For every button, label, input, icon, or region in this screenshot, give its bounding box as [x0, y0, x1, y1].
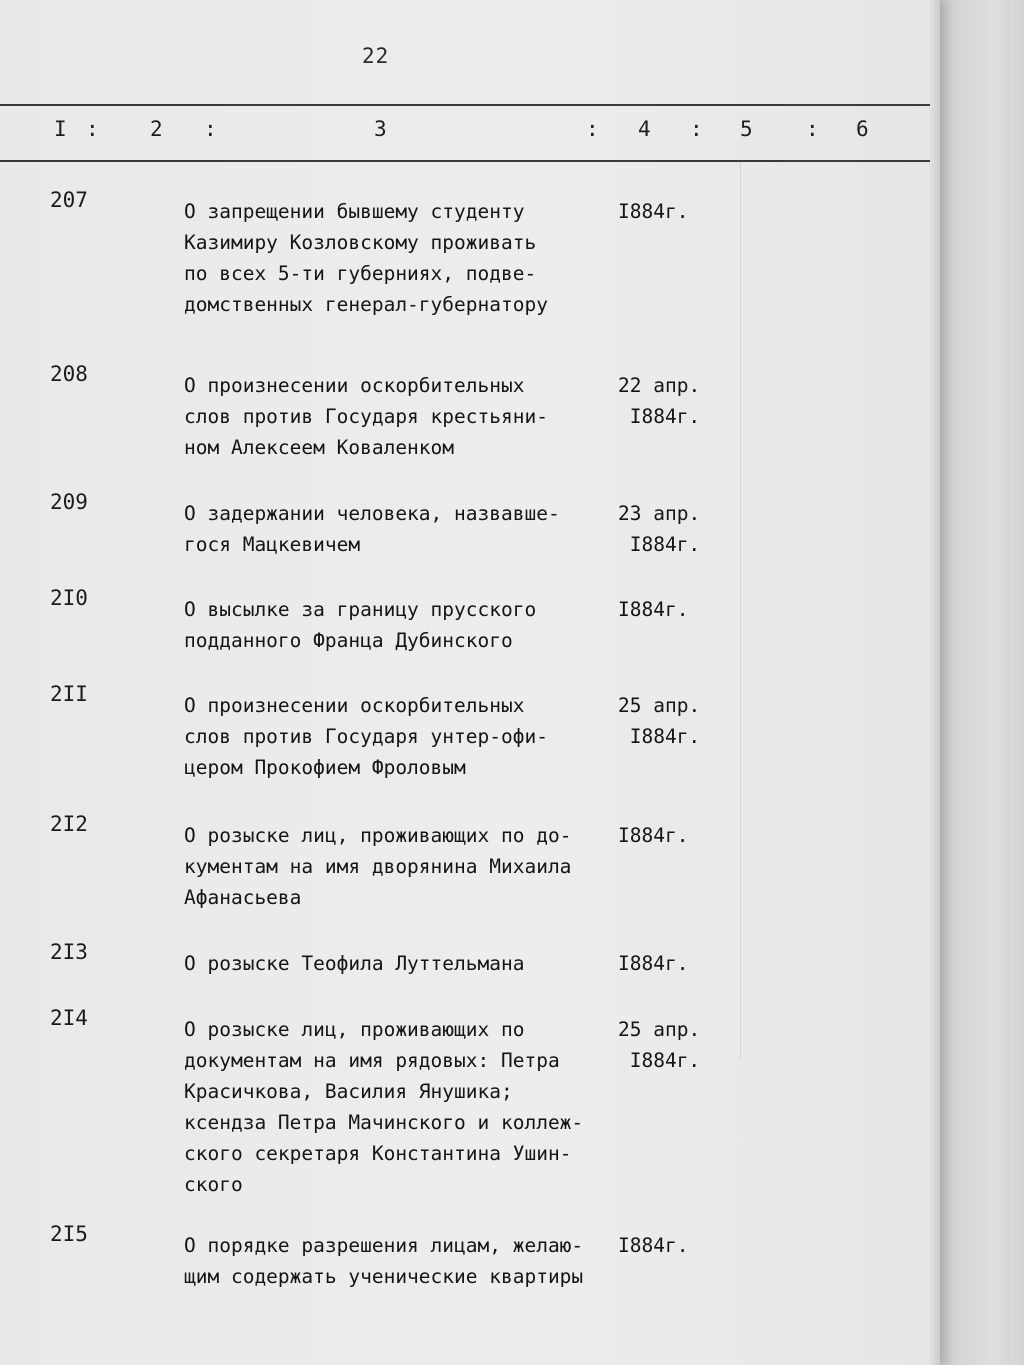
column-header-6: 6 — [856, 117, 869, 141]
record-title-line: О розыске лиц, проживающих по до- — [184, 824, 572, 847]
record-date-line: I884г. — [629, 1049, 701, 1072]
record-date-line: I884г. — [618, 1234, 689, 1257]
record-title-line: ксендза Петра Мачинского и коллеж- — [184, 1111, 584, 1134]
record-title-line: домственных генерал-губернатору — [184, 293, 548, 316]
record-title-line: Казимиру Козловскому проживать — [184, 231, 537, 254]
column-header-5: 5 — [740, 117, 753, 141]
record-title-line: О запрещении бывшему студенту — [184, 200, 525, 223]
record-title-line: слов против Государя унтер-офи- — [184, 725, 548, 748]
column-header-1: I — [54, 117, 67, 141]
record-date — [618, 948, 688, 979]
record-title-line: по всех 5-ти губерниях, подве- — [184, 262, 537, 285]
record-title — [184, 820, 634, 913]
record-date — [618, 820, 688, 851]
record-date — [618, 1230, 688, 1261]
record-title-line: документам на имя рядовых: Петра — [184, 1049, 560, 1072]
page-number: 22 — [362, 44, 390, 68]
record-title — [184, 196, 634, 320]
column-header-3: 3 — [374, 117, 387, 141]
record-title — [184, 948, 634, 979]
record-title-line: щим содержать ученические квартиры — [184, 1265, 584, 1288]
record-number: 2I4 — [50, 1006, 88, 1030]
record-title-line: О розыске лиц, проживающих по — [184, 1018, 525, 1041]
record-date-line: I884г. — [618, 952, 689, 975]
record-title-line: О произнесении оскорбительных — [184, 374, 525, 397]
record-title — [184, 594, 634, 656]
record-title-line: ном Алексеем Коваленком — [184, 436, 455, 459]
column-separator: : — [806, 117, 819, 141]
record-date-line: I884г. — [629, 405, 701, 428]
record-title-line: Афанасьева — [184, 886, 302, 909]
record-number: 208 — [50, 362, 88, 386]
record-date-line: I884г. — [629, 533, 701, 556]
record-title — [184, 370, 634, 463]
record-date-line: 25 апр. — [618, 1018, 701, 1041]
record-title-line: ского секретаря Константина Ушин- — [184, 1142, 572, 1165]
column-separator: : — [586, 117, 599, 141]
record-date-line: I884г. — [618, 598, 689, 621]
record-number: 2I3 — [50, 940, 88, 964]
record-title — [184, 498, 634, 560]
record-title-line: О высылке за границу прусского — [184, 598, 537, 621]
record-title-line: ского — [184, 1173, 243, 1196]
record-date-line: I884г. — [618, 824, 689, 847]
column-separator: : — [86, 117, 99, 141]
record-title-line: кументам на имя дворянина Михаила — [184, 855, 572, 878]
record-date-line: 25 апр. — [618, 694, 701, 717]
record-number: 2II — [50, 682, 88, 706]
record-title-line: О розыске Теофила Луттельмана — [184, 952, 525, 975]
record-number: 2I2 — [50, 812, 88, 836]
column-header-2: 2 — [150, 117, 163, 141]
record-title-line: О произнесении оскорбительных — [184, 694, 525, 717]
record-title-line: О порядке разрешения лицам, желаю- — [184, 1234, 584, 1257]
record-date-line: 22 апр. — [618, 374, 701, 397]
record-title-line: Красичкова, Василия Янушика; — [184, 1080, 513, 1103]
record-date-line: I884г. — [618, 200, 689, 223]
column-separator: : — [204, 117, 217, 141]
record-date — [618, 370, 700, 432]
record-title-line: О задержании человека, назвавше- — [184, 502, 560, 525]
record-number: 207 — [50, 188, 88, 212]
record-date — [618, 196, 688, 227]
record-number: 2I0 — [50, 586, 88, 610]
record-date — [618, 498, 700, 560]
record-date — [618, 594, 688, 625]
record-number: 209 — [50, 490, 88, 514]
record-date — [618, 690, 700, 752]
underlying-page — [940, 0, 1024, 1365]
record-title-line: подданного Франца Дубинского — [184, 629, 513, 652]
record-title — [184, 690, 634, 783]
record-title-line: цером Прокофием Фроловым — [184, 756, 466, 779]
record-date-line: 23 апр. — [618, 502, 701, 525]
record-date — [618, 1014, 700, 1076]
record-title — [184, 1230, 634, 1292]
record-title-line: слов против Государя крестьяни- — [184, 405, 548, 428]
record-number: 2I5 — [50, 1222, 88, 1246]
record-date-line: I884г. — [629, 725, 701, 748]
record-title — [184, 1014, 634, 1200]
column-header-4: 4 — [638, 117, 651, 141]
record-title-line: гося Мацкевичем — [184, 533, 361, 556]
column-separator: : — [690, 117, 703, 141]
